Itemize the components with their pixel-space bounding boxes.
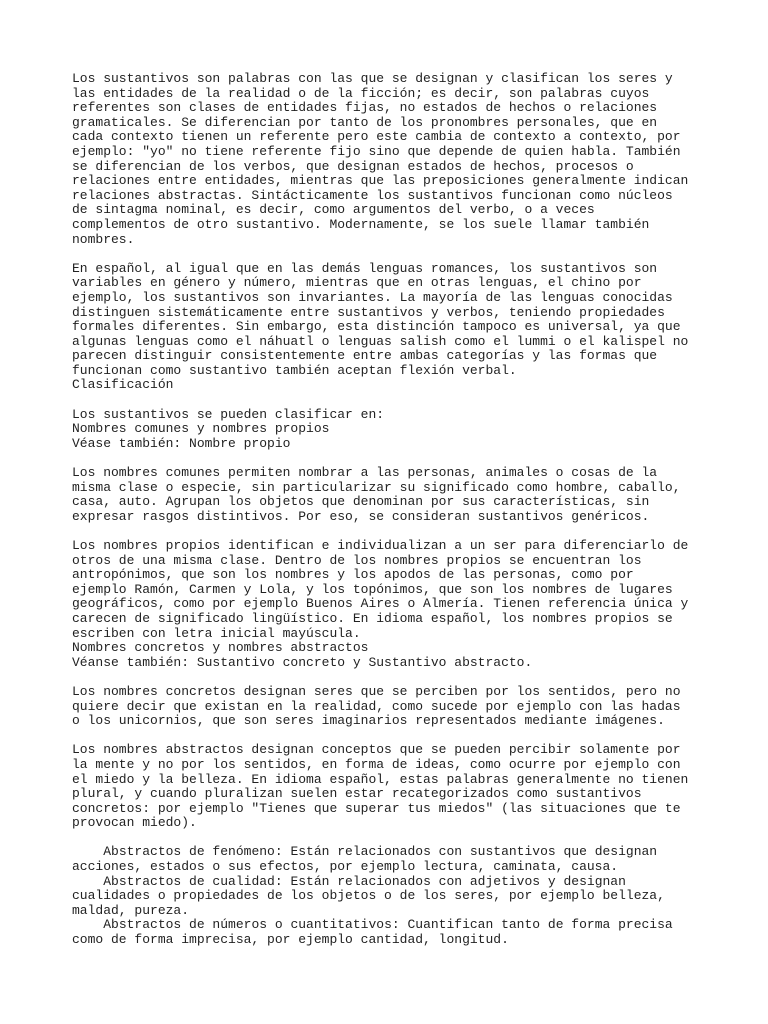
paragraph-nombres-concretos: Los nombres concretos designan seres que se perciben por los sentidos, pero no quiere decir que existan en la realidad, como sucede por ejemplo con las hadas o los unicornios, que son seres imaginarios representados mediante imágenes. [72,683,689,729]
paragraph-gap [72,247,696,262]
document-page [72,72,696,948]
paragraph-espanol: En español, al igual que en las demás lenguas romances, los sustantivos son variables en género y número, mientras que en otras lenguas, el chino por ejemplo, los sustantivos son invariantes. La mayoría de las lenguas conocidas distinguen sistemáticamente entre sustantivos y verbos, teniendo propiedades formales diferentes. Sin embargo, esta distinción tampoco es universal, ya que algunas lenguas como el náhuatl o lenguas salish como el lummi o el kalispel no parecen distinguir consistentemente entre ambas categorías y las formas que funcionan como sustantivo también aceptan flexión verbal. Clasificación [72,260,689,393]
paragraph-gap [72,451,696,466]
paragraph-nombres-propios: Los nombres propios identifican e individualizan a un ser para diferenciarlo de otros de una misma clase. Dentro de los nombres propios se encuentran los antropónimos, que son los nombres y los apodos de las personas, como por ejemplo Ramón, Carmen y Lola, y los topónimos, que son los nombres de lugares geográficos, como por ejemplo Buenos Aires o Almería. Tienen referencia única y carecen de significado lingüístico. En idioma español, los nombres propios se escriben con letra inicial mayúscula. Nombres concretos y nombres abstractos Véanse también: Sustantivo concreto y Sustantivo abstracto. [72,538,689,670]
paragraph-gap [72,831,696,846]
paragraph-intro: Los sustantivos son palabras con las que se designan y clasifican los seres y las entidades de la realidad o de la ficción; es decir, son palabras cuyos referentes son clases de entidades fijas, no estados de hechos o relaciones gramaticales. Se diferencian por tanto de los pronombres personales, que en cada contexto tienen un referente pero este cambia de contexto a contexto, por ejemplo: "yo" no tiene referente fijo sino que depende de quien habla. También se diferencian de los verbos, que designan estados de hechos, procesos o relaciones entre entidades, mientras que las preposiciones generalmente indican relaciones abstractas. Sintácticamente los sustantivos funcionan como núcleos de sintagma nominal, es decir, como argumentos del verbo, o a veces complementos de otro sustantivo. Modernamente, se los suele llamar también nombres. [72,71,697,247]
paragraph-gap [72,729,696,744]
paragraph-gap [72,524,696,539]
paragraph-clasificacion: Los sustantivos se pueden clasificar en: Nombres comunes y nombres propios Véase también: Nombre propio [72,406,385,451]
paragraph-nombres-comunes: Los nombres comunes permiten nombrar a las personas, animales o cosas de la misma clase o especie, sin particularizar su significado como hombre, caballo, casa, auto. Agrupan los objetos que denominan por sus características, sin expresar rasgos distintivos. Por eso, se consideran sustantivos genéricos. [72,465,689,524]
paragraph-nombres-abstractos: Los nombres abstractos designan conceptos que se pueden percibir solamente por la mente y no por los sentidos, en forma de ideas, como ocurre por ejemplo con el miedo y la belleza. En idioma español, estas palabras generalmente no tienen plural, y cuando pluralizan suelen estar recategorizados como sustantivos concretos: por ejemplo "Tienes que superar tus miedos" (las situaciones que te provocan miedo). [72,742,697,831]
paragraph-tipos-abstractos: Abstractos de fenómeno: Están relacionados con sustantivos que designan acciones, estados o sus efectos, por ejemplo lectura, caminata, causa. Abstractos de cualidad: Están relacionados con adjetivos y designan cualidades o propiedades de los objetos o de los seres, por ejemplo belleza, maldad, pureza. Abstractos de números o cuantitativos: Cuantifican tanto de forma precisa como de forma imprecisa, por ejemplo cantidad, longitud. [72,844,673,948]
paragraph-gap [72,393,696,408]
paragraph-gap [72,670,696,685]
